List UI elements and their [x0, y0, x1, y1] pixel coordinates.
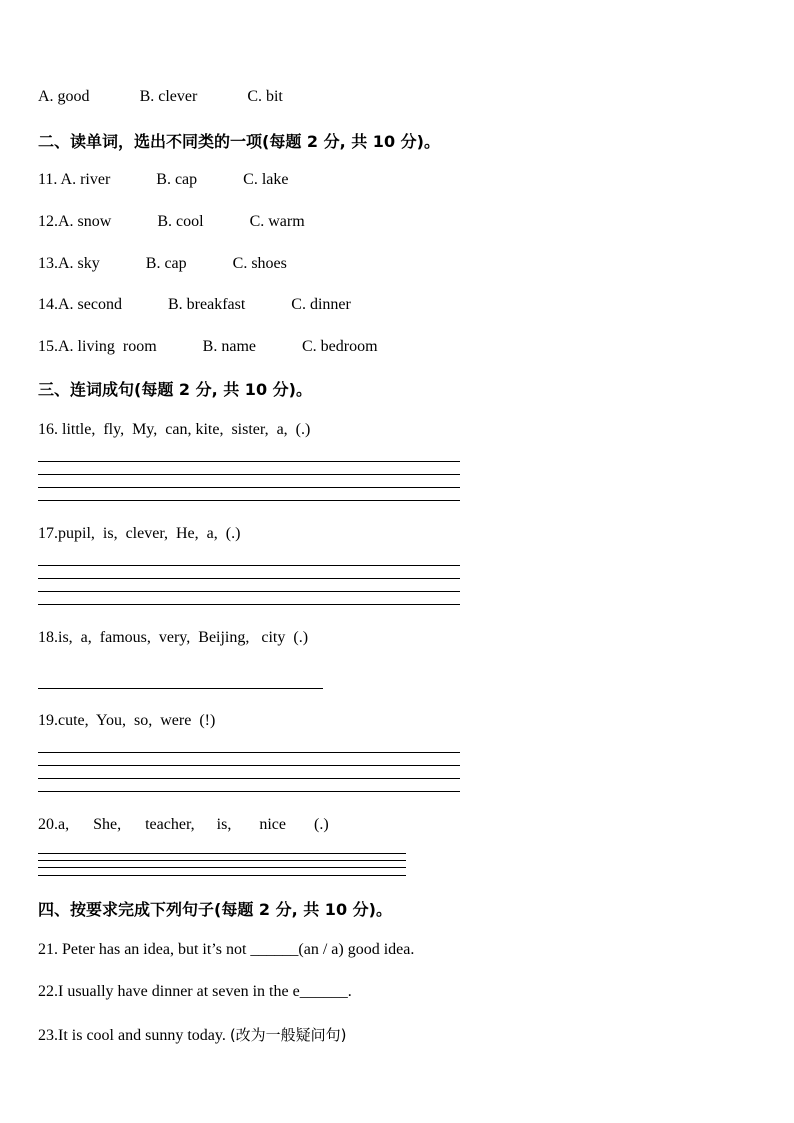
option-a: .A. snow	[54, 213, 112, 230]
answer-line	[38, 860, 406, 861]
question-text: .It is cool and sunny today.	[54, 1027, 230, 1044]
option-b: B. clever	[139, 88, 198, 105]
word: teacher,	[145, 816, 195, 833]
question-number: 17	[38, 525, 54, 542]
option-a: .A. living room	[54, 338, 157, 355]
question-15	[38, 338, 378, 356]
question-20	[38, 816, 329, 834]
question-23	[38, 1024, 347, 1045]
question-21	[38, 941, 414, 959]
option-b: B. cool	[157, 213, 204, 230]
question-18	[38, 629, 308, 647]
option-c: C. bit	[247, 88, 283, 105]
answer-line	[38, 591, 460, 592]
answer-line	[38, 875, 406, 876]
option-a: . A. river	[53, 171, 111, 188]
word: .a,	[54, 816, 70, 833]
question-17	[38, 525, 240, 543]
answer-line	[38, 853, 406, 854]
option-c: C. warm	[249, 213, 305, 230]
question-number: 21	[38, 941, 54, 958]
option-c: C. bedroom	[302, 338, 378, 355]
question-text: .I usually have dinner at seven in the e______.	[54, 983, 352, 1000]
question-number: 15	[38, 338, 54, 355]
question-text: . Peter has an idea, but it’s not ______(an / a) good idea.	[54, 941, 415, 958]
answer-line	[38, 604, 460, 605]
answer-line	[38, 565, 460, 566]
question-number: 16	[38, 421, 54, 438]
question-text: .pupil, is, clever, He, a, (.)	[54, 525, 241, 542]
answer-line	[38, 487, 460, 488]
question-number: 11	[38, 171, 54, 188]
question-text: .cute, You, so, were (!)	[54, 712, 216, 729]
question-11	[38, 171, 288, 189]
answer-line	[38, 474, 460, 475]
question-14	[38, 296, 351, 314]
section-2-title: 二、读单词，选出不同类的一项(每题 2 分, 共 10 分)。	[38, 132, 440, 151]
question-19	[38, 712, 215, 730]
answer-line	[38, 752, 460, 753]
option-c: C. shoes	[232, 255, 287, 272]
question-22	[38, 983, 352, 1001]
question-number: 23	[38, 1027, 54, 1044]
question-12	[38, 213, 305, 231]
answer-line-18	[38, 688, 323, 689]
answer-line	[38, 867, 406, 868]
option-b: B. breakfast	[167, 296, 246, 313]
question-number: 19	[38, 712, 54, 729]
question-number: 12	[38, 213, 54, 230]
answer-line	[38, 461, 460, 462]
option-c: C. lake	[243, 171, 289, 188]
answer-line	[38, 778, 460, 779]
option-c: C. dinner	[291, 296, 351, 313]
option-a: .A. sky	[54, 255, 100, 272]
section-4-title: 四、按要求完成下列句子(每题 2 分, 共 10 分)。	[38, 900, 392, 919]
answer-line	[38, 578, 460, 579]
option-b: B. name	[202, 338, 256, 355]
question-number: 14	[38, 296, 54, 313]
question-13	[38, 255, 287, 273]
question-text: . little, fly, My, can, kite, sister, a, (.)	[54, 421, 311, 438]
question-text: .is, a, famous, very, Beijing, city (.)	[54, 629, 309, 646]
option-a: .A. second	[54, 296, 122, 313]
answer-line	[38, 500, 460, 501]
question-16	[38, 421, 310, 439]
question-number: 18	[38, 629, 54, 646]
word: is,	[216, 816, 232, 833]
option-b: B. cap	[156, 171, 198, 188]
instruction-note: (改为一般疑问句)	[229, 1026, 347, 1044]
word: nice	[259, 816, 286, 833]
answer-line	[38, 765, 460, 766]
question-number: 20	[38, 816, 54, 833]
option-b: B. cap	[145, 255, 187, 272]
word: (.)	[313, 816, 329, 833]
section-3-title: 三、连词成句(每题 2 分, 共 10 分)。	[38, 380, 312, 399]
question-10-options	[38, 88, 283, 106]
answer-line	[38, 791, 460, 792]
word: She,	[93, 816, 122, 833]
question-number: 22	[38, 983, 54, 1000]
question-number: 13	[38, 255, 54, 272]
option-a: A. good	[38, 88, 90, 105]
